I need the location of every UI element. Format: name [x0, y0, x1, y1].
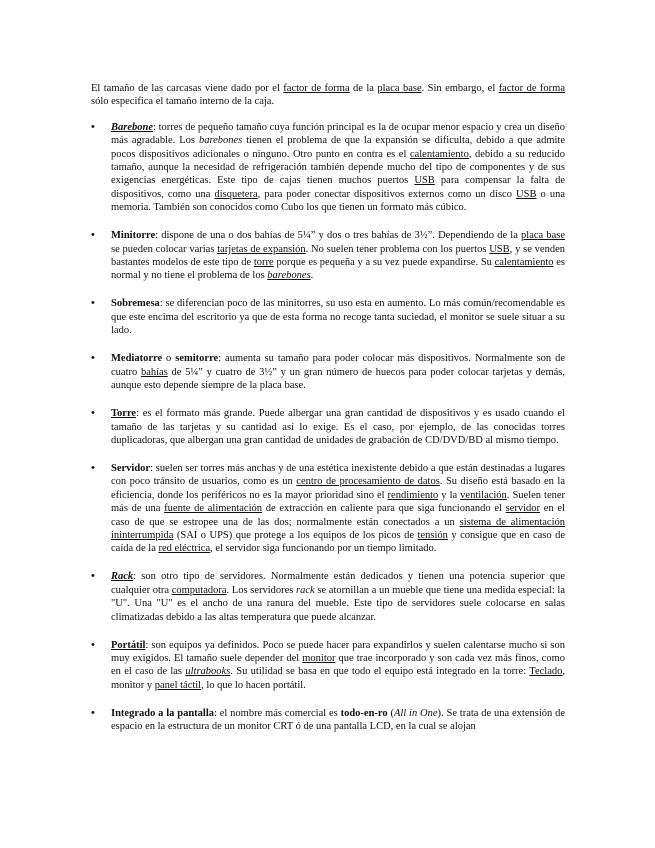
link-usb[interactable]: USB: [414, 175, 435, 187]
item-term: Mediatorre: [111, 353, 163, 365]
list-item-torre: • Torre: es el formato más grande. Puede albergar una gran cantidad de dispositivos y es usado cuando el tamaño de las tarjetas y su cantidad así lo exige. Es el caso, por ejemplo, de las conocidas torres duplicadoras, que albergan una gran cantidad de unidades de grabación de CD/DVD/BD al mismo tiempo.: [91, 407, 565, 446]
link-usb[interactable]: USB: [516, 188, 537, 200]
link-calentamiento[interactable]: calentamiento: [409, 148, 469, 160]
link-placa-base[interactable]: placa base: [521, 230, 565, 242]
intro-text: . Sin embargo, el: [421, 83, 499, 94]
link-panel-tactil[interactable]: panel táctil: [154, 679, 202, 691]
link-usb[interactable]: USB: [489, 243, 510, 255]
item-term: Sobremesa: [111, 298, 160, 310]
link-tension[interactable]: tensión: [417, 529, 448, 541]
list-item-barebone: • Barebone: torres de pequeño tamaño cuya función principal es la de ocupar menor espacio y crea un diseño más agradable. Los barebones tienen el problema de que la expansión se dificulta, debido a que admite pocos dispositivos adicionales o ninguno. Otro punto en contra es el calentamiento, debido a su reducido tamaño, aunque la necesidad de refrigeración también depende mucho del tipo de componentes y de sus exigencias energéticas. Este tipo de cajas tienen muchos puertos USB para compensar la falta de dispositivos, como una disquetera, para poder conectar dispositivos externos como un disco USB o una memoria. También son conocidos como Cubo los que tienen un formato más cúbico.: [91, 120, 565, 214]
link-computadora[interactable]: computadora: [171, 584, 227, 596]
link-teclado[interactable]: Teclado: [529, 666, 563, 678]
link-placa-base[interactable]: placa base: [377, 83, 422, 94]
list-item-servidor: • Servidor: suelen ser torres más anchas y de una estética inexistente debido a que están destinadas a lugares con poco tránsito de usuarios, como es un centro de procesamiento de datos. Su diseño está basado en la eficiencia, donde los periféricos no es la mayor prioridad sino el rendimiento y la ventilación. Suelen tener más de una fuente de alimentación de extracción en caliente para que siga funcionando el servidor en el caso de que se estropee una de las dos; normalmente están conectados a un sistema de alimentación ininterrumpida (SAI o UPS) que protege a los equipos de los picos de tensión y consigue que en caso de caída de la red eléctrica, el servidor siga funcionando por un tiempo limitado.: [91, 461, 566, 555]
link-disquetera[interactable]: disquetera: [214, 188, 258, 200]
bullet-icon: •: [91, 407, 95, 420]
bullet-icon: •: [91, 229, 95, 242]
item-term: Servidor: [111, 462, 151, 474]
link-rendimiento[interactable]: rendimiento: [387, 489, 439, 501]
item-term: Minitorre: [111, 230, 156, 242]
link-tarjetas-de-expansion[interactable]: tarjetas de expansión: [217, 243, 306, 255]
case-types-list: [91, 121, 565, 734]
link-ultrabooks[interactable]: ultrabooks: [185, 666, 231, 678]
bullet-icon: •: [91, 570, 95, 583]
link-barebone[interactable]: Barebone: [111, 121, 153, 133]
link-red-electrica[interactable]: red eléctrica: [158, 543, 211, 555]
link-centro-de-procesamiento-de-datos[interactable]: centro de procesamiento de datos: [296, 476, 440, 488]
link-factor-de-forma[interactable]: factor de forma: [498, 83, 565, 94]
link-portatil[interactable]: Portátil: [111, 639, 146, 651]
link-barebones[interactable]: barebones: [267, 270, 311, 282]
list-item-sobremesa: • Sobremesa: se diferencian poco de las minitorres, su uso esta en aumento. Lo más común/recomendable es que este encima del escritorio ya que de esta forma no recoge tanta suciedad, el monitor se suele situar a su lado.: [91, 297, 565, 337]
link-bahias[interactable]: bahías: [140, 366, 168, 378]
bullet-icon: •: [91, 352, 95, 365]
item-term: Integrado a la pantalla: [111, 707, 214, 719]
link-monitor[interactable]: monitor: [302, 652, 336, 664]
intro-text: El tamaño de las carcasas viene dado por el: [91, 83, 284, 94]
intro-text: de la: [349, 83, 378, 94]
bullet-icon: •: [91, 297, 95, 310]
bullet-icon: •: [91, 638, 95, 651]
intro-paragraph: [91, 82, 565, 109]
intro-text: sólo especifica el tamaño interno de la caja.: [91, 96, 275, 108]
bullet-icon: •: [91, 120, 95, 133]
link-sistema-de-alimentacion-ininterrumpida[interactable]: sistema de alimentación ininterrumpida: [111, 516, 565, 541]
document-body: [91, 82, 565, 748]
link-fuente-de-alimentacion[interactable]: fuente de alimentación: [164, 503, 262, 515]
link-ventilacion[interactable]: ventilación: [460, 489, 507, 501]
link-servidor[interactable]: servidor: [505, 503, 541, 515]
link-calentamiento[interactable]: calentamiento: [494, 257, 554, 269]
bullet-icon: •: [91, 706, 95, 719]
link-torre[interactable]: torre: [253, 257, 274, 269]
item-term: semitorre: [175, 353, 219, 365]
link-torre[interactable]: Torre: [111, 408, 137, 420]
link-rack[interactable]: Rack: [111, 571, 134, 583]
link-factor-de-forma[interactable]: factor de forma: [283, 83, 350, 94]
list-item-integrado: • Integrado a la pantalla: el nombre más comercial es todo-en-ro (All in One). Se trata de una extensión de espacio en la estructura de un monitor CRT ó de una pantalla LCD, en la cual se alojan: [91, 706, 565, 733]
list-item-mediatorre: • Mediatorre o semitorre: aumenta su tamaño para poder colocar más dispositivos. Normalmente son de cuatro bahías de 5¼” y cuatro de 3½” y un gran número de huecos para poder colocar tarjetas y demás, aunque esto depende siempre de la placa base.: [91, 352, 565, 392]
list-item-portatil: • Portátil: son equipos ya definidos. Poco se puede hacer para expandirlos y suelen calentarse mucho si son muy exigidos. El tamaño suele depender del monitor que trae incorporado y son cada vez más finos, como en el caso de las ultrabooks. Su utilidad se basa en que todo el equipo está integrado en la torre: Teclado, monitor y panel táctil, lo que lo hacen portátil.: [91, 638, 565, 691]
list-item-minitorre: • Minitorre: dispone de una o dos bahías de 5¼” y dos o tres bahías de 3½”. Dependiendo de la placa base se pueden colocar varias tarjetas de expansión. No suelen tener problema con los puertos USB, y se venden bastantes modelos de este tipo de torre porque es pequeña y a su vez puede expandirse. Su calentamiento es normal y no tiene el problema de los barebones.: [91, 229, 566, 282]
bullet-icon: •: [91, 461, 95, 474]
list-item-rack: • Rack: son otro tipo de servidores. Normalmente están dedicados y tienen una potencia superior que cualquier otra computadora. Los servidores rack se atornillan a un mueble que tiene una medida especial: la "U". Una "U" es el ancho de una ranura del mueble. Este tipo de servidores suele colocarse en salas climatizadas debido a las altas temperatura que puede alcanzar.: [91, 570, 565, 623]
